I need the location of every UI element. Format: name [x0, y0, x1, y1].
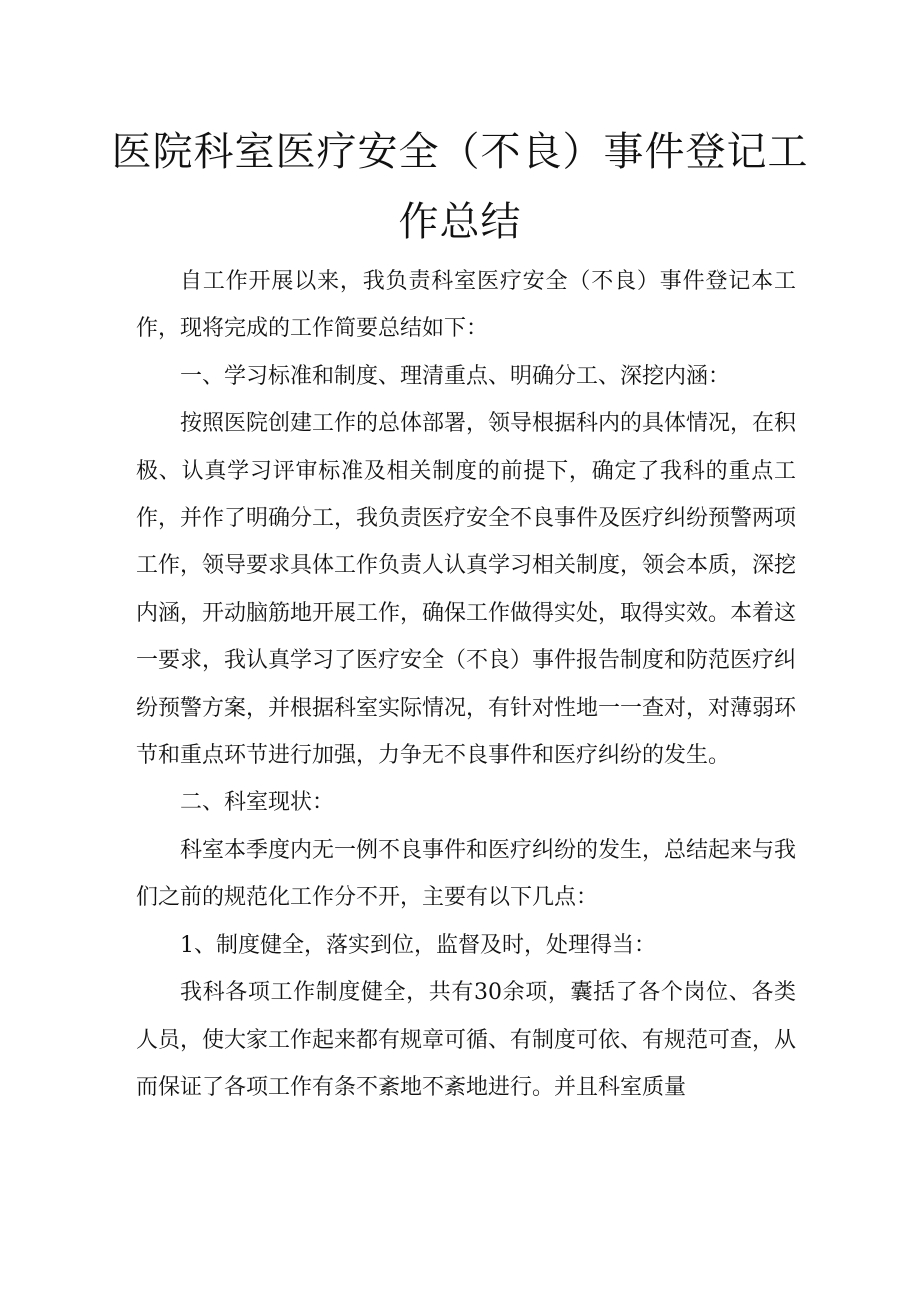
- paragraph-subsection-1: 我科各项工作制度健全，共有30余项，囊括了各个岗位、各类人员，使大家工作起来都有规章可循、有制度可依、有规范可查，从而保证了各项工作有条不紊地不紊地进行。并且科室质量: [136, 980, 797, 1100]
- subsection-heading-1: 1、制度健全，落实到位，监督及时，处理得当：: [180, 932, 656, 958]
- document-title-line-1: 医院科室医疗安全（不良）事件登记工: [111, 129, 809, 175]
- document-title-line-2: 作总结: [398, 199, 522, 245]
- paragraph-section-2: 科室本季度内无一例不良事件和医疗纠纷的发生，总结起来与我们之前的规范化工作分不开，主要有以下几点：: [136, 837, 797, 911]
- document-body: [136, 258, 796, 1111]
- section-heading-2: 二、科室现状：: [180, 790, 335, 816]
- paragraph-intro: 自工作开展以来，我负责科室医疗安全（不良）事件登记本工作，现将完成的工作简要总结如下：: [136, 269, 796, 342]
- section-heading-1: 一、学习标准和制度、理清重点、明确分工、深挖内涵：: [180, 363, 731, 389]
- paragraph-section-1: 按照医院创建工作的总体部署，领导根据科内的具体情况，在积极、认真学习评审标准及相关制度的前提下，确定了我科的重点工作，并作了明确分工，我负责医疗安全不良事件及医疗纠纷预警两项工作，领导要求具体工作负责人认真学习相关制度，领会本质，深挖内涵，开动脑筋地开展工作，确保工作做得实处，取得实效。本着这一要求，我认真学习了医疗安全（不良）事件报告制度和防范医疗纠纷预警方案，并根据科室实际情况，有针对性地一一查对，对薄弱环节和重点环节进行加强，力争无不良事件和医疗纠纷的发生。: [136, 411, 797, 769]
